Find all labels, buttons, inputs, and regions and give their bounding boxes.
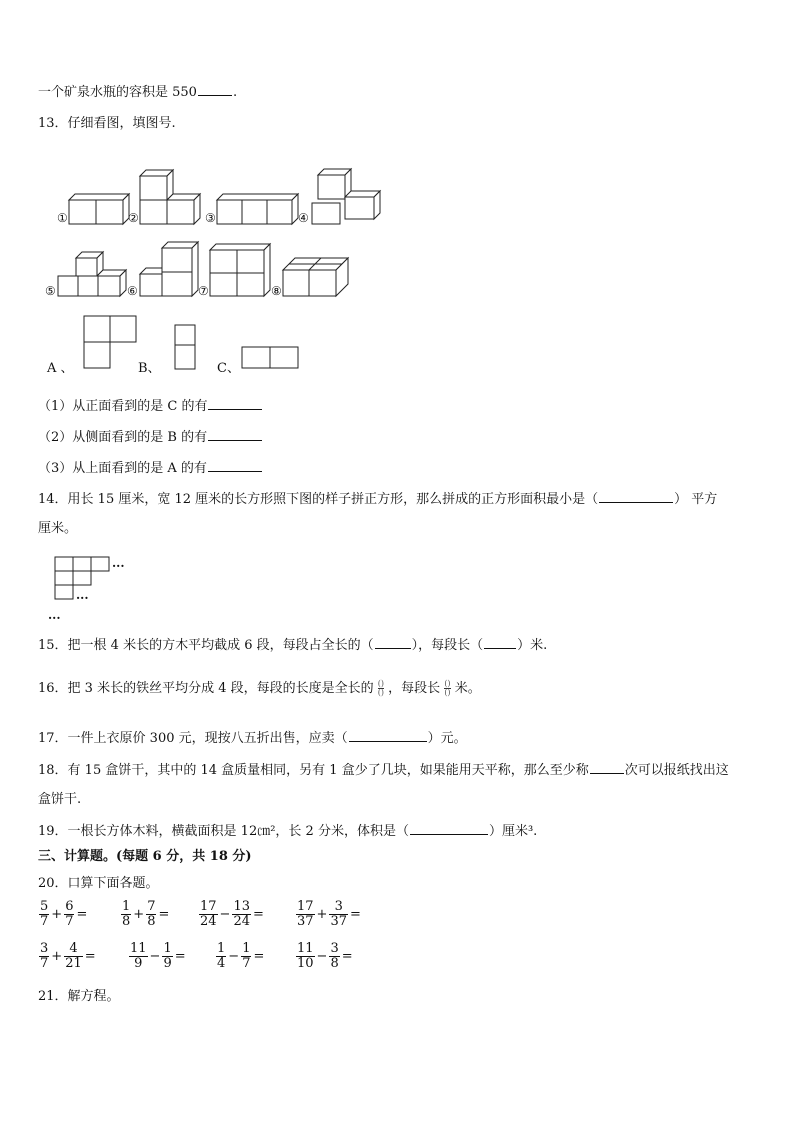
figure-label-4: ④ bbox=[298, 211, 309, 225]
calc-expression bbox=[38, 900, 88, 929]
numerator: 4 bbox=[64, 942, 83, 957]
grid-dots-1: ... bbox=[112, 556, 125, 570]
numerator: 17 bbox=[200, 899, 217, 914]
numerator: 13 bbox=[233, 899, 250, 914]
equals-sign: = bbox=[76, 907, 88, 922]
figure-label-7: ⑦ bbox=[198, 284, 209, 298]
figure-label-2: ② bbox=[128, 211, 139, 225]
operator: − bbox=[149, 949, 161, 964]
calc-expression bbox=[295, 900, 362, 929]
equals-sign: = bbox=[84, 949, 96, 964]
figure-4 bbox=[312, 169, 380, 224]
figure-label-6: ⑥ bbox=[127, 284, 138, 298]
calc-expression bbox=[38, 942, 97, 971]
numerator: 1 bbox=[242, 941, 251, 956]
denominator: 37 bbox=[297, 914, 314, 929]
operator: + bbox=[51, 907, 63, 922]
numerator: 3 bbox=[329, 900, 348, 915]
denominator: 9 bbox=[163, 956, 172, 971]
fraction bbox=[162, 942, 172, 971]
operator: + bbox=[133, 907, 145, 922]
equals-sign: = bbox=[350, 907, 361, 922]
figure-1 bbox=[69, 194, 129, 224]
denominator: 8 bbox=[147, 914, 156, 929]
fraction bbox=[241, 942, 251, 971]
equals-sign: = bbox=[158, 907, 170, 922]
blank-fraction: () () bbox=[377, 679, 385, 697]
view-label-b: B、 bbox=[138, 361, 161, 376]
answer-blank bbox=[375, 635, 411, 649]
q18-line-1: 18．有 15 盒饼干，其中的 14 盒质量相同，另有 1 盒少了几块，如果能用天平称，那么至少称 次可以报纸找出这 bbox=[38, 760, 729, 780]
figure-label-5: ⑤ bbox=[45, 284, 56, 298]
answer-blank bbox=[208, 396, 262, 410]
figure-7 bbox=[210, 244, 270, 296]
denominator: 21 bbox=[65, 956, 82, 971]
denominator: 24 bbox=[200, 914, 217, 929]
figure-label-1: ① bbox=[57, 211, 68, 225]
fraction bbox=[39, 900, 49, 929]
q20-title: 20．口算下面各题。 bbox=[38, 876, 159, 891]
fraction bbox=[296, 900, 315, 929]
numerator: 17 bbox=[297, 899, 314, 914]
denominator: 7 bbox=[65, 914, 74, 929]
calc-expression bbox=[128, 942, 187, 971]
q13-sub-3: （3）从上面看到的是 A 的有 bbox=[38, 458, 263, 478]
q16-line: 16．把 3 米长的铁丝平均分成 4 段，每段的长度是全长的 () () ，每段长 () () 米。 bbox=[38, 679, 481, 697]
denominator: 4 bbox=[217, 956, 226, 971]
figure-2 bbox=[140, 170, 200, 224]
q13-sub-1: （1）从正面看到的是 C 的有 bbox=[38, 396, 263, 416]
denominator: 7 bbox=[40, 914, 49, 929]
figure-label-3: ③ bbox=[205, 211, 216, 225]
view-a bbox=[84, 316, 136, 368]
fraction bbox=[199, 900, 218, 929]
q13-sub-2: （2）从侧面看到的是 B 的有 bbox=[38, 427, 263, 447]
equals-sign: = bbox=[253, 949, 265, 964]
q14-line-1: 14．用长 15 厘米，宽 12 厘米的长方形照下图的样子拼正方形，那么拼成的正方形面积最小是（ ） 平方 bbox=[38, 489, 717, 509]
view-label-a: A 、 bbox=[47, 361, 74, 376]
numerator: 1 bbox=[122, 899, 131, 914]
figure-8 bbox=[283, 258, 348, 296]
q18-line-2: 盒饼干. bbox=[38, 792, 82, 807]
denominator: 9 bbox=[134, 956, 143, 971]
operator: + bbox=[51, 949, 63, 964]
blank-fraction: () () bbox=[444, 679, 451, 697]
numerator: 1 bbox=[217, 941, 226, 956]
q21-title: 21．解方程。 bbox=[38, 989, 120, 1004]
fraction bbox=[146, 900, 156, 929]
numerator: 7 bbox=[147, 899, 156, 914]
denominator: 37 bbox=[330, 914, 347, 929]
figure-6 bbox=[140, 242, 198, 296]
numerator: 6 bbox=[65, 899, 74, 914]
grid-dots-3: ... bbox=[48, 608, 61, 622]
equals-sign: = bbox=[253, 907, 264, 922]
fraction bbox=[129, 942, 148, 971]
section-3-heading: 三、计算题。(每题 6 分，共 18 分) bbox=[38, 849, 252, 864]
answer-blank bbox=[410, 821, 488, 835]
fraction bbox=[39, 942, 49, 971]
answer-blank bbox=[208, 458, 262, 472]
denominator: 7 bbox=[242, 956, 251, 971]
calc-expression bbox=[198, 900, 265, 929]
fraction bbox=[329, 942, 339, 971]
operator: + bbox=[316, 907, 328, 922]
view-c bbox=[242, 347, 298, 368]
figure-3 bbox=[217, 194, 298, 224]
answer-blank bbox=[599, 489, 673, 503]
denominator: 10 bbox=[297, 956, 314, 971]
fraction bbox=[64, 942, 83, 971]
operator: − bbox=[316, 949, 328, 964]
denominator: 24 bbox=[233, 914, 250, 929]
figure-5 bbox=[58, 252, 126, 296]
answer-blank bbox=[484, 635, 516, 649]
view-b bbox=[175, 325, 195, 369]
calc-expression bbox=[215, 942, 265, 971]
denominator: 7 bbox=[40, 956, 49, 971]
numerator: 11 bbox=[130, 941, 147, 956]
equals-sign: = bbox=[174, 949, 186, 964]
operator: − bbox=[228, 949, 240, 964]
numerator: 3 bbox=[40, 941, 49, 956]
fraction bbox=[329, 900, 348, 929]
numerator: 11 bbox=[297, 941, 314, 956]
fraction bbox=[232, 900, 251, 929]
numerator: 1 bbox=[163, 941, 172, 956]
q13-title: 13．仔细看图，填图号. bbox=[38, 116, 176, 131]
answer-blank bbox=[349, 728, 427, 742]
calc-expression bbox=[295, 942, 354, 971]
q12-line: 一个矿泉水瓶的容积是 550 . bbox=[38, 82, 237, 102]
denominator: 8 bbox=[330, 956, 339, 971]
q15-line: 15．把一根 4 米长的方木平均截成 6 段，每段占全长的（ ），每段长（ ）米. bbox=[38, 635, 547, 655]
fraction bbox=[216, 942, 226, 971]
equals-sign: = bbox=[341, 949, 353, 964]
q17-line: 17．一件上衣原价 300 元，现按八五折出售，应卖（ ）元。 bbox=[38, 728, 467, 748]
denominator: 8 bbox=[122, 914, 131, 929]
fraction bbox=[296, 942, 315, 971]
numerator: 5 bbox=[40, 899, 49, 914]
answer-blank bbox=[590, 760, 624, 774]
fraction bbox=[64, 900, 74, 929]
answer-blank bbox=[208, 427, 262, 441]
fraction bbox=[121, 900, 131, 929]
q14-line-2: 厘米。 bbox=[38, 521, 78, 536]
operator: − bbox=[219, 907, 231, 922]
cube-figures bbox=[0, 0, 794, 400]
view-label-c: C、 bbox=[217, 361, 240, 376]
q19-line: 19．一根长方体木料，横截面积是 12㎝²，长 2 分米，体积是（ ）厘米³. bbox=[38, 821, 537, 841]
figure-label-8: ⑧ bbox=[271, 284, 282, 298]
calc-expression bbox=[120, 900, 170, 929]
grid-dots-2: ... bbox=[76, 588, 89, 602]
numerator: 3 bbox=[330, 941, 339, 956]
